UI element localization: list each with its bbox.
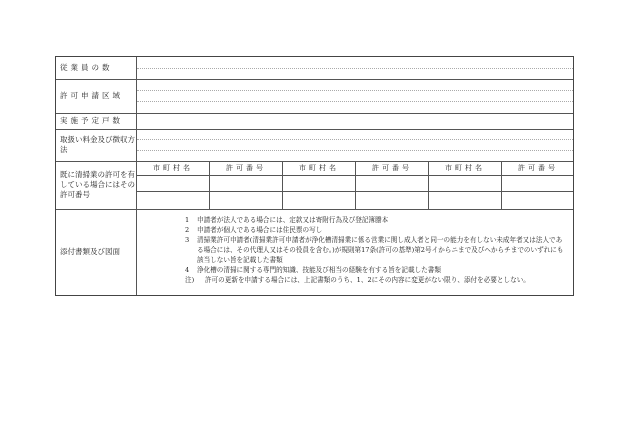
cell-divider bbox=[356, 175, 429, 209]
note-item bbox=[185, 215, 565, 225]
dotted-guide bbox=[137, 139, 573, 140]
cell-divider bbox=[210, 175, 283, 209]
note-number: 注) bbox=[185, 276, 195, 284]
grid-line bbox=[137, 175, 573, 176]
note-number: 1 bbox=[185, 216, 190, 224]
row-fee-method bbox=[56, 129, 573, 162]
cell-divider bbox=[283, 175, 356, 209]
grid-line bbox=[137, 191, 573, 192]
attachment-notes bbox=[137, 209, 573, 295]
label-attachments: 添付書類及び図面 bbox=[56, 209, 137, 295]
label-existing-permits: 既に清掃業の許可を有している場合にはその許可番号 bbox=[56, 161, 137, 209]
note-text: 浄化槽の清掃に関する専門的知識、技能及び相当の経験を有する旨を記載した書類 bbox=[197, 266, 441, 274]
note-number: 4 bbox=[185, 266, 190, 274]
row-existing-permits bbox=[56, 161, 573, 210]
dotted-guide bbox=[137, 150, 573, 151]
note-item bbox=[185, 275, 565, 285]
header-municipality-3: 市町村名 bbox=[429, 161, 502, 175]
note-item bbox=[185, 265, 565, 275]
header-permit-number-1: 許可番号 bbox=[210, 161, 283, 175]
cell-divider bbox=[429, 175, 502, 209]
note-number: 3 bbox=[185, 236, 190, 244]
note-text: 申請者が個人である場合には住民票の写し bbox=[197, 226, 323, 234]
header-municipality-1: 市町村名 bbox=[137, 161, 210, 175]
dotted-guide bbox=[137, 90, 573, 91]
label-fee-method: 取扱い料金及び徴収方法 bbox=[56, 129, 137, 161]
row-planned-households bbox=[56, 113, 573, 130]
note-number: 2 bbox=[185, 226, 190, 234]
header-permit-number-3: 許可番号 bbox=[518, 164, 558, 172]
label-employees: 従業員の数 bbox=[56, 57, 137, 79]
note-item bbox=[185, 225, 565, 235]
note-text: 申請者が法人である場合には、定款又は寄附行為及び登記簿謄本 bbox=[197, 216, 389, 224]
note-text: 清掃業許可申請者(清掃業許可申請者が浄化槽清掃業に係る営業に関し成人者と同一の能力を有しない未成年者又は法人である場合には、その代理人又はその役員を含む。)が規則第17条(許可の基準)第2号イからニまで及びヘからチまでのいずれにも該当しない旨を記載した書類 bbox=[197, 236, 564, 264]
header-permit-number-2: 許可番号 bbox=[356, 161, 429, 175]
application-form-table bbox=[55, 56, 574, 296]
dotted-guide bbox=[137, 68, 573, 69]
note-text: 許可の更新を申請する場合には、上記書類のうち、1、2にその内容に変更がない限り、添付を必要としない。 bbox=[205, 276, 530, 284]
dotted-guide bbox=[137, 101, 573, 102]
cell-divider bbox=[137, 175, 210, 209]
label-planned-households: 実施予定戸数 bbox=[56, 113, 137, 129]
permit-number-grid bbox=[137, 161, 573, 209]
label-permit-area: 許可申請区域 bbox=[56, 79, 137, 113]
row-permit-area bbox=[56, 79, 573, 114]
row-attachments bbox=[56, 209, 573, 295]
row-employees bbox=[56, 57, 573, 80]
note-item bbox=[185, 235, 565, 265]
header-municipality-2: 市町村名 bbox=[283, 161, 356, 175]
